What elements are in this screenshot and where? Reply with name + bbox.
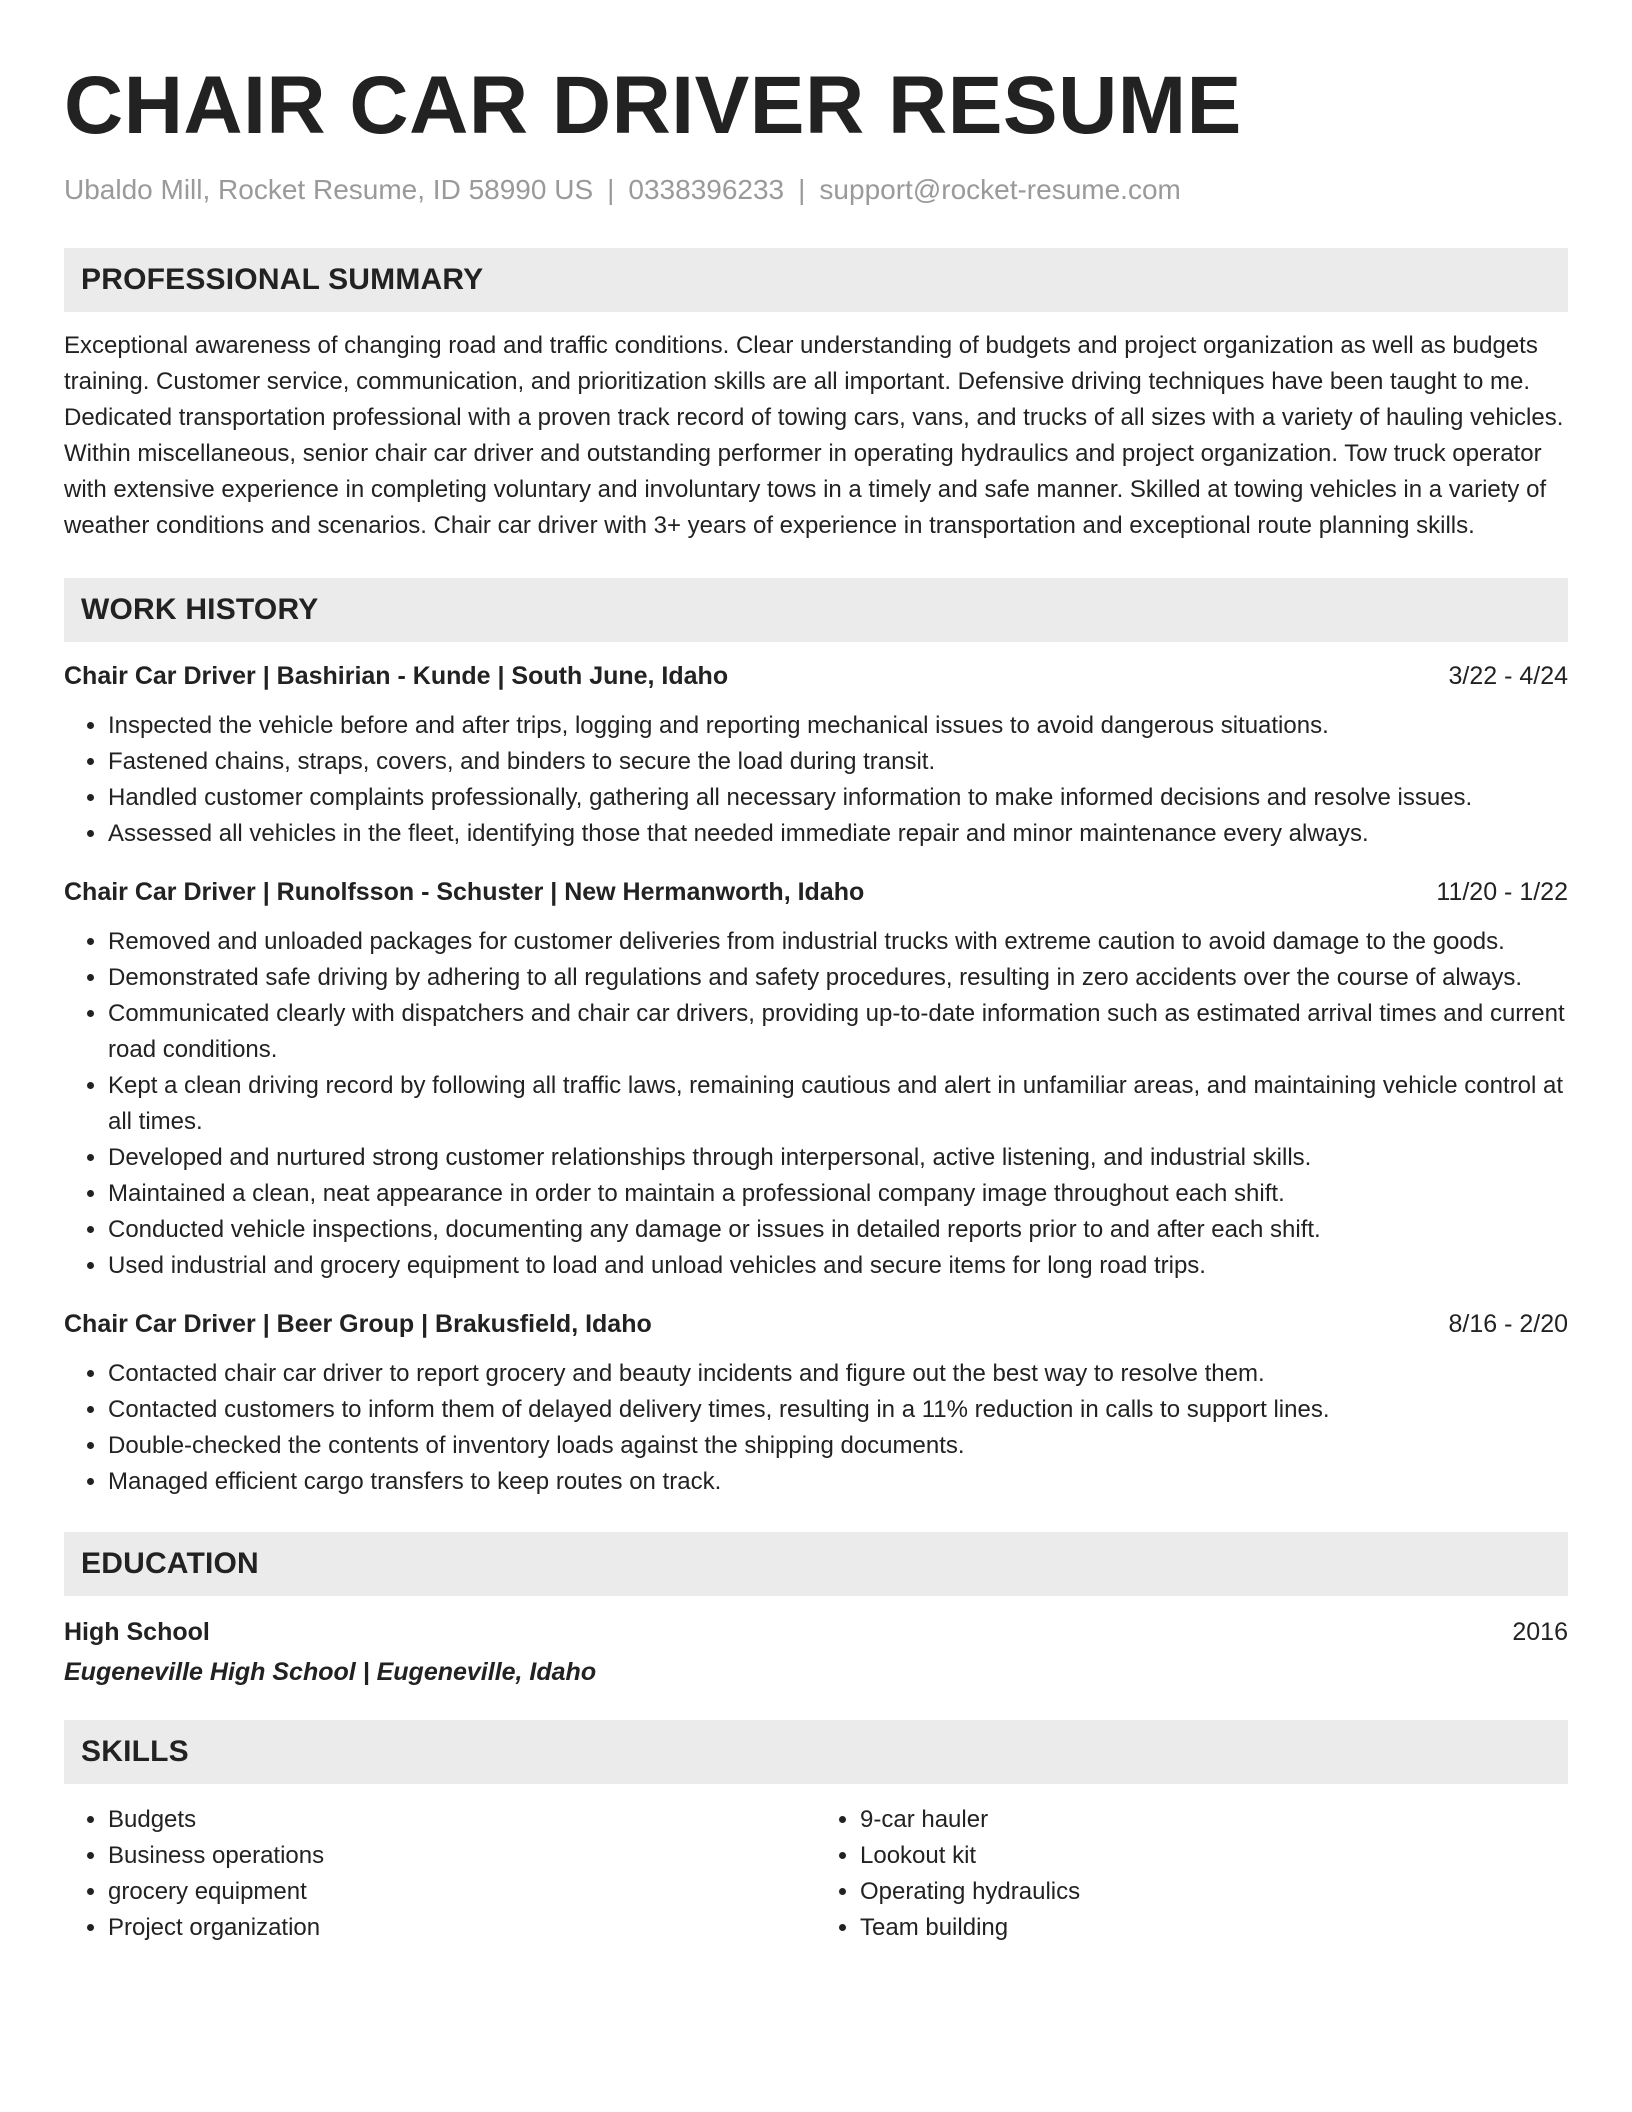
job-bullet: • Assessed all vehicles in the fleet, identifying those that needed immediate repair and minor maintenance every always. [108, 816, 1568, 852]
job-bullet: • Fastened chains, straps, covers, and binders to secure the load during transit. [108, 744, 1568, 780]
contact-email: support@rocket-resume.com [819, 174, 1181, 205]
job-bullet: • Used industrial and grocery equipment to load and unload vehicles and secure items for long road trips. [108, 1248, 1568, 1284]
job-bullet: • Removed and unloaded packages for customer deliveries from industrial trucks with extreme caution to avoid damage to the goods. [108, 924, 1568, 960]
skills-column-left [64, 1802, 816, 1946]
skill-item: • Budgets [108, 1802, 816, 1838]
skill-item: • Business operations [108, 1838, 816, 1874]
job-bullets [64, 924, 1568, 1284]
skill-item: • Team building [860, 1910, 1568, 1946]
skill-item: • Project organization [108, 1910, 816, 1946]
job-bullet: • Managed efficient cargo transfers to keep routes on track. [108, 1464, 1568, 1500]
job-bullet: • Inspected the vehicle before and after trips, logging and reporting mechanical issues to avoid dangerous situations. [108, 708, 1568, 744]
skill-item: • Operating hydraulics [860, 1874, 1568, 1910]
job-title: Chair Car Driver | Bashirian - Kunde | South June, Idaho [64, 662, 729, 690]
skill-item: • grocery equipment [108, 1874, 816, 1910]
job-dates: 11/20 - 1/22 [1436, 878, 1568, 906]
job-entry [64, 874, 1568, 1284]
contact-line [64, 172, 1568, 208]
resume-title: CHAIR CAR DRIVER RESUME [64, 60, 1242, 151]
job-bullet: • Kept a clean driving record by following all traffic laws, remaining cautious and alert in unfamiliar areas, and maintaining vehicle control at all times. [108, 1068, 1568, 1140]
job-entry [64, 1306, 1568, 1500]
contact-separator: | [798, 174, 806, 205]
contact-phone: 0338396233 [628, 174, 785, 205]
job-bullet: • Conducted vehicle inspections, documenting any damage or issues in detailed reports prior to and after each shift. [108, 1212, 1568, 1248]
education-school: Eugeneville High School | Eugeneville, Idaho [64, 1658, 597, 1686]
education-section-header: EDUCATION [64, 1532, 1568, 1596]
skills-section-header: SKILLS [64, 1720, 1568, 1784]
job-bullet: • Demonstrated safe driving by adhering to all regulations and safety procedures, resulting in zero accidents over the course of always. [108, 960, 1568, 996]
job-header [64, 1306, 1568, 1342]
job-header [64, 658, 1568, 694]
skills-list [64, 1802, 1568, 1946]
job-bullet: • Maintained a clean, neat appearance in order to maintain a professional company image throughout each shift. [108, 1176, 1568, 1212]
job-dates: 8/16 - 2/20 [1448, 1310, 1568, 1338]
job-header [64, 874, 1568, 910]
contact-address: Ubaldo Mill, Rocket Resume, ID 58990 US [64, 174, 594, 205]
job-dates: 3/22 - 4/24 [1448, 662, 1568, 690]
education-year: 2016 [1512, 1618, 1568, 1646]
job-bullet: • Handled customer complaints professionally, gathering all necessary information to make informed decisions and resolve issues. [108, 780, 1568, 816]
job-title: Chair Car Driver | Beer Group | Brakusfield, Idaho [64, 1310, 652, 1338]
job-bullet: • Communicated clearly with dispatchers and chair car drivers, providing up-to-date information such as estimated arrival times and current road conditions. [108, 996, 1568, 1068]
job-bullets [64, 708, 1568, 852]
work-history-section-header: WORK HISTORY [64, 578, 1568, 642]
job-bullet: • Contacted customers to inform them of delayed delivery times, resulting in a 11% reduction in calls to support lines. [108, 1392, 1568, 1428]
job-bullet: • Contacted chair car driver to report grocery and beauty incidents and figure out the best way to resolve them. [108, 1356, 1568, 1392]
job-bullet: • Developed and nurtured strong customer relationships through interpersonal, active listening, and industrial skills. [108, 1140, 1568, 1176]
job-entry [64, 658, 1568, 852]
skill-item: • 9-car hauler [860, 1802, 1568, 1838]
skill-item: • Lookout kit [860, 1838, 1568, 1874]
summary-text: Exceptional awareness of changing road and traffic conditions. Clear understanding of budgets and project organization as well as budgets training. Customer service, communication, and prioritization skills are all important. Defensive driving techniques have been taught to me. Dedicated transportation professional with a proven track record of towing cars, vans, and trucks of all sizes with a variety of hauling vehicles. Within miscellaneous, senior chair car driver and outstanding performer in operating hydraulics and project organization. Tow truck operator with extensive experience in completing voluntary and involuntary tows in a timely and safe manner. Skilled at towing vehicles in a variety of weather conditions and scenarios. Chair car driver with 3+ years of experience in transportation and exceptional route planning skills. [64, 332, 1564, 539]
contact-separator: | [607, 174, 615, 205]
summary-section-header: PROFESSIONAL SUMMARY [64, 248, 1568, 312]
job-bullets [64, 1356, 1568, 1500]
skills-column-right [816, 1802, 1568, 1946]
education-degree: High School [64, 1618, 210, 1646]
job-bullet: • Double-checked the contents of inventory loads against the shipping documents. [108, 1428, 1568, 1464]
job-title: Chair Car Driver | Runolfsson - Schuster | New Hermanworth, Idaho [64, 878, 865, 906]
education-header [64, 1614, 1568, 1650]
